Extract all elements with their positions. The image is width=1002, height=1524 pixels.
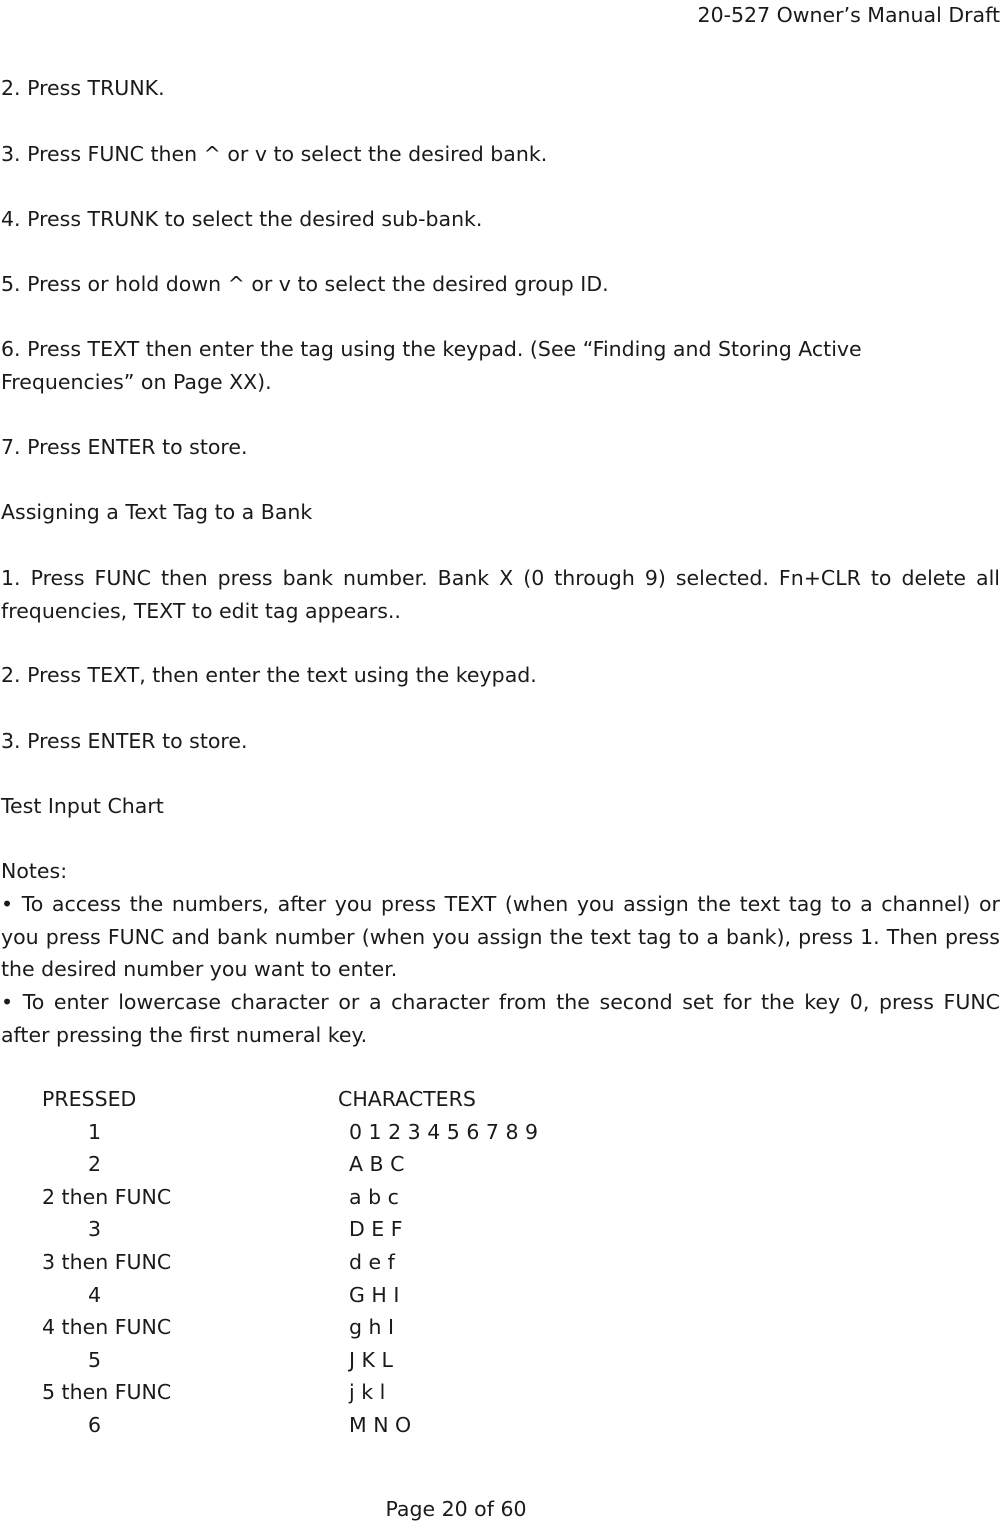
- pressed-key: 3: [88, 1217, 102, 1241]
- step-enter-tag: 6. Press TEXT then enter the tag using the keypad. (See “Finding and Storing Active Frequencies” on Page XX).: [1, 337, 862, 394]
- pressed-key: 2: [88, 1152, 102, 1176]
- key-characters: G H I: [349, 1283, 400, 1307]
- pressed-key: 4: [88, 1283, 102, 1307]
- step-select-group-id: 5. Press or hold down ^ or v to select the desired group ID.: [1, 272, 609, 296]
- chart-row: [0, 1311, 700, 1344]
- key-characters: 0 1 2 3 4 5 6 7 8 9: [349, 1120, 539, 1144]
- key-characters: g h I: [349, 1315, 395, 1339]
- page-number: Page 20 of 60: [385, 1497, 527, 1521]
- chart-row: [0, 1279, 700, 1312]
- key-characters: d e f: [349, 1250, 395, 1274]
- step-select-bank: 3. Press FUNC then ^ or v to select the desired bank.: [1, 142, 548, 166]
- chart-row: [0, 1246, 700, 1279]
- page-footer: [0, 1494, 1002, 1524]
- pressed-key: 4 then FUNC: [42, 1315, 172, 1339]
- bank-step-2: 2. Press TEXT, then enter the text using the keypad.: [1, 663, 537, 687]
- chart-row: [0, 1148, 700, 1181]
- chart-header-row: [0, 1083, 700, 1116]
- step-press-trunk: 2. Press TRUNK.: [1, 76, 165, 100]
- chart-row: [0, 1344, 700, 1377]
- step-store: 7. Press ENTER to store.: [1, 435, 248, 459]
- chart-row: [0, 1213, 700, 1246]
- bank-section-heading: Assigning a Text Tag to a Bank: [1, 500, 313, 524]
- bank-step-3: 3. Press ENTER to store.: [1, 729, 248, 753]
- pressed-key: 6: [88, 1413, 102, 1437]
- chart-row: [0, 1116, 700, 1149]
- chart-section-heading: Test Input Chart: [1, 794, 164, 818]
- chart-row: [0, 1409, 700, 1442]
- note-numbers: • To access the numbers, after you press TEXT (when you assign the text tag to a channel) or you press FUNC and bank number (when you assign the text tag to a bank), press 1. Then press the desired number you want to enter.: [1, 892, 1000, 981]
- note-lowercase: • To enter lowercase character or a character from the second set for the key 0, press FUNC after pressing the first numeral key.: [1, 990, 1000, 1047]
- pressed-key: 5 then FUNC: [42, 1380, 172, 1404]
- pressed-key: 3 then FUNC: [42, 1250, 172, 1274]
- key-characters: A B C: [349, 1152, 405, 1176]
- key-characters: j k l: [349, 1380, 386, 1404]
- key-characters: D E F: [349, 1217, 403, 1241]
- pressed-key: 1: [88, 1120, 102, 1144]
- pressed-key: 5: [88, 1348, 102, 1372]
- step-select-sub-bank: 4. Press TRUNK to select the desired sub-bank.: [1, 207, 483, 231]
- pressed-key: 2 then FUNC: [42, 1185, 172, 1209]
- key-characters: M N O: [349, 1413, 412, 1437]
- chart-row: [0, 1181, 700, 1214]
- chart-row: [0, 1376, 700, 1409]
- pressed-column-header: PRESSED: [42, 1087, 137, 1111]
- key-characters: a b c: [349, 1185, 399, 1209]
- key-characters: J K L: [349, 1348, 393, 1372]
- characters-column-header: CHARACTERS: [338, 1087, 476, 1111]
- document-header: 20-527 Owner’s Manual Draft: [697, 3, 1000, 27]
- bank-step-1: 1. Press FUNC then press bank number. Bank X (0 through 9) selected. Fn+CLR to delete all frequencies, TEXT to edit tag appears..: [1, 566, 1000, 623]
- notes-label: Notes:: [1, 859, 68, 883]
